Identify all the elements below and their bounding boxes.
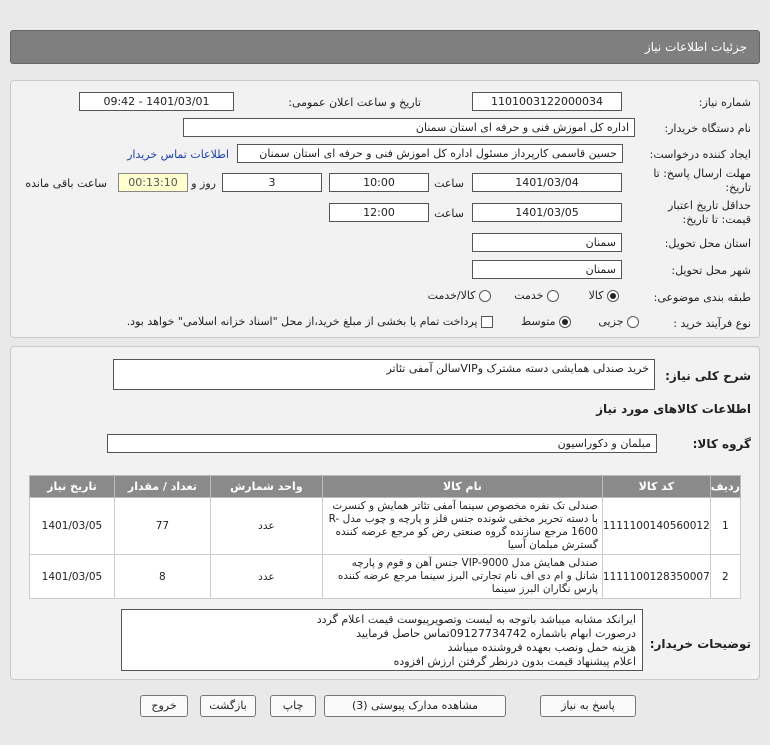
page-title: جزئیات اطلاعات نیاز xyxy=(644,40,747,54)
summary-field: خرید صندلی همایشی دسته مشترک وVIPسالن آمفی تئاتر xyxy=(113,359,655,390)
province-field: سمنان xyxy=(472,233,622,252)
table-row xyxy=(30,498,741,555)
category-option-goods[interactable]: کالا xyxy=(589,289,619,302)
category-option-goods-service[interactable]: کالا/خدمت xyxy=(428,289,491,302)
validity-time-field: 12:00 xyxy=(329,203,429,222)
category-option-service[interactable]: خدمت xyxy=(514,289,559,302)
cell-row: 1 xyxy=(710,498,740,555)
remaining-label: ساعت باقی مانده xyxy=(25,177,107,190)
attachments-button[interactable]: مشاهده مدارک پیوستی (3) xyxy=(324,695,506,717)
table-row xyxy=(30,555,741,599)
days-count-field: 3 xyxy=(222,173,322,192)
cell-unit: عدد xyxy=(210,498,322,555)
exit-button[interactable]: خروج xyxy=(140,695,188,717)
col-unit: واحد شمارش xyxy=(210,476,322,498)
buyer-note-line: اعلام پیشنهاد قیمت بدون درنظر گرفتن ارزش افزوده xyxy=(393,655,636,668)
category-label: طبقه بندی موضوعی: xyxy=(653,291,751,304)
need-number-field: 1101003122000034 xyxy=(472,92,622,111)
announce-label: تاریخ و ساعت اعلان عمومی: xyxy=(288,96,421,109)
cell-qty: 8 xyxy=(114,555,210,599)
col-code: کد کالا xyxy=(602,476,710,498)
purchase-option-minor[interactable]: جزیی xyxy=(598,315,639,328)
cell-date: 1401/03/05 xyxy=(30,498,115,555)
validity-date-field: 1401/03/05 xyxy=(472,203,622,222)
radio-icon[interactable] xyxy=(559,316,571,328)
purchase-type-label: نوع فرآیند خرید : xyxy=(673,317,751,330)
province-label: استان محل تحویل: xyxy=(664,237,751,250)
buyer-org-field: اداره کل اموزش فنی و حرفه ای استان سمنان xyxy=(183,118,635,137)
table-header-row xyxy=(30,476,741,498)
buyer-note-line: هزینه حمل ونصب بعهده فروشنده میباشد xyxy=(447,641,636,654)
print-button[interactable]: چاپ xyxy=(270,695,316,717)
radio-icon[interactable] xyxy=(607,290,619,302)
contact-info-link[interactable]: اطلاعات تماس خریدار xyxy=(127,148,229,161)
page-header xyxy=(10,30,760,64)
cell-qty: 77 xyxy=(114,498,210,555)
treasury-option[interactable]: پرداخت تمام یا بخشی از مبلغ خرید،از محل "اسناد خزانه اسلامی" خواهد بود. xyxy=(127,315,493,328)
summary-label: شرح کلی نیاز: xyxy=(665,369,751,383)
cell-row: 2 xyxy=(710,555,740,599)
city-field: سمنان xyxy=(472,260,622,279)
checkbox-icon[interactable] xyxy=(481,316,493,328)
col-date: تاریخ نیاز xyxy=(30,476,115,498)
goods-table xyxy=(29,475,741,599)
need-details-panel xyxy=(10,346,760,680)
buyer-org-label: نام دستگاه خریدار: xyxy=(664,122,751,135)
goods-group-label: گروه کالا: xyxy=(692,437,751,451)
purchase-option-medium[interactable]: متوسط xyxy=(521,315,571,328)
days-label: روز و xyxy=(191,177,216,190)
deadline-date-field: 1401/03/04 xyxy=(472,173,622,192)
cell-code: 1111100128350007 xyxy=(602,555,710,599)
deadline-time-label: ساعت xyxy=(434,177,464,190)
cell-date: 1401/03/05 xyxy=(30,555,115,599)
buyer-notes-box xyxy=(121,609,643,671)
city-label: شهر محل تحویل: xyxy=(671,264,751,277)
goods-group-field: مبلمان و دکوراسیون xyxy=(107,434,657,453)
cell-name: صندلی همایش مدل VIP-9000 جنس آهن و فوم و پارچه شانل و ام دی اف نام تجارتی البرز سینما مرجع عرضه کننده پارس نگاران البرز سینما xyxy=(322,555,602,599)
radio-icon[interactable] xyxy=(479,290,491,302)
radio-icon[interactable] xyxy=(627,316,639,328)
col-name: نام کالا xyxy=(322,476,602,498)
validity-label: حداقل تاریخ اعتبار قیمت: تا تاریخ: xyxy=(667,199,751,226)
creator-label: ایجاد کننده درخواست: xyxy=(649,148,751,161)
cell-name: صندلی تک نفره مخصوص سینما آمفی تئاتر همایش و کنسرت با دسته تحریر مخفی شونده جنس فلز و پارچه و چوب مدل R-1600 مرجع سازنده گروه صنعتی رض کو مرجع عرضه کننده گسترش مبلمان آسیا xyxy=(322,498,602,555)
validity-time-label: ساعت xyxy=(434,207,464,220)
col-qty: تعداد / مقدار xyxy=(114,476,210,498)
back-button[interactable]: بازگشت xyxy=(200,695,256,717)
creator-field: حسین قاسمی کارپرداز مسئول اداره کل اموزش فنی و حرفه ای استان سمنان xyxy=(237,144,623,163)
goods-info-title: اطلاعات کالاهای مورد نیاز xyxy=(596,402,751,416)
col-row: ردیف xyxy=(710,476,740,498)
need-number-label: شماره نیاز: xyxy=(698,96,751,109)
buyer-note-line: ایرانکد مشابه میباشد باتوجه به لیست وتصویرپیوست قیمت اعلام گردد xyxy=(316,613,636,626)
announce-field: 1401/03/01 - 09:42 xyxy=(79,92,234,111)
cell-unit: عدد xyxy=(210,555,322,599)
remaining-time-field: 00:13:10 xyxy=(118,173,188,192)
deadline-label: مهلت ارسال پاسخ: تا تاریخ: xyxy=(653,167,751,194)
reply-button[interactable]: پاسخ به نیاز xyxy=(540,695,636,717)
deadline-time-field: 10:00 xyxy=(329,173,429,192)
need-info-panel xyxy=(10,80,760,338)
cell-code: 1111100140560012 xyxy=(602,498,710,555)
radio-icon[interactable] xyxy=(547,290,559,302)
buyer-notes-label: توضیحات خریدار: xyxy=(649,637,751,651)
buyer-note-line: درصورت ابهام باشماره 09127734742تماس حاصل فرمایید xyxy=(356,627,636,640)
